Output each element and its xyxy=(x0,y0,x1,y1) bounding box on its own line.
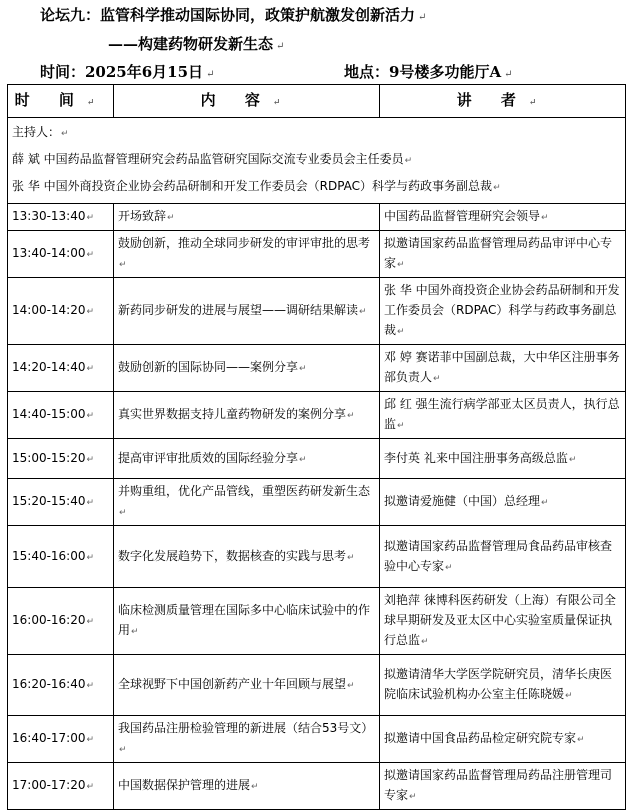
paragraph-mark-icon: ↵ xyxy=(299,454,307,465)
paragraph-mark-icon: ↵ xyxy=(421,637,429,647)
column-header-time: 时 间↵ xyxy=(8,85,114,118)
agenda-speaker: 邱 红 强生流行病学部亚太区员责人，执行总监↵ xyxy=(380,392,626,439)
agenda-row xyxy=(8,716,626,763)
paragraph-mark-icon: ↵ xyxy=(119,745,127,755)
agenda-row xyxy=(8,231,626,278)
host-2: 张 华 中国外商投资企业协会药品研制和开发工作委员会（RDPAC）科学与药政事务副总裁↵ xyxy=(12,179,501,193)
host-row xyxy=(8,118,626,204)
agenda-row xyxy=(8,479,626,526)
agenda-topic: 数字化发展趋势下，数据核查的实践与思考↵ xyxy=(114,526,380,588)
agenda-topic: 新药同步研发的进展与展望——调研结果解读↵ xyxy=(114,278,380,345)
agenda-speaker: 拟邀请中国食品药品检定研究院专家↵ xyxy=(380,716,626,763)
agenda-row xyxy=(8,526,626,588)
agenda-speaker: 中国药品监督管理研究会领导↵ xyxy=(380,204,626,231)
paragraph-mark-icon: ↵ xyxy=(347,411,355,421)
agenda-speaker: 邓 婷 赛诺菲中国副总裁，大中华区注册事务部负责人↵ xyxy=(380,345,626,392)
paragraph-mark-icon: ↵ xyxy=(86,213,95,223)
agenda-topic: 鼓励创新的国际协同——案例分享↵ xyxy=(114,345,380,392)
paragraph-mark-icon: ↵ xyxy=(131,627,139,637)
paragraph-mark-icon: ↵ xyxy=(86,735,95,745)
paragraph-mark-icon: ↵ xyxy=(409,792,417,802)
table-header-row xyxy=(8,85,626,118)
paragraph-mark-icon: ↵ xyxy=(119,260,127,270)
host-1: 薛 斌 中国药品监督管理研究会药品监管研究国际交流专业委员会主任委员↵ xyxy=(12,152,413,166)
paragraph-mark-icon: ↵ xyxy=(568,454,577,465)
paragraph-mark-icon: ↵ xyxy=(347,681,355,691)
paragraph-mark-icon: ↵ xyxy=(206,69,215,80)
agenda-time: 15:20-15:40↵ xyxy=(8,479,114,526)
forum-place: 地点：9号楼多功能厅A ↵ xyxy=(344,63,513,81)
paragraph-mark-icon: ↵ xyxy=(86,411,95,421)
agenda-row xyxy=(8,763,626,810)
paragraph-mark-icon: ↵ xyxy=(86,454,95,465)
paragraph-mark-icon: ↵ xyxy=(397,327,405,337)
agenda-time: 16:00-16:20↵ xyxy=(8,588,114,655)
agenda-topic: 并购重组，优化产品管线，重塑医药研发新生态↵ xyxy=(114,479,380,526)
agenda-topic: 真实世界数据支持儿童药物研发的案例分享↵ xyxy=(114,392,380,439)
paragraph-mark-icon: ↵ xyxy=(504,69,513,80)
agenda-speaker: 拟邀请国家药品监督管理局药品审评中心专家↵ xyxy=(380,231,626,278)
agenda-row xyxy=(8,392,626,439)
agenda-topic: 我国药品注册检验管理的新进展（结合53号文）↵ xyxy=(114,716,380,763)
agenda-speaker: 李付英 礼来中国注册事务高级总监↵ xyxy=(380,439,626,479)
agenda-speaker: 拟邀请爱施健（中国）总经理↵ xyxy=(380,479,626,526)
agenda-row xyxy=(8,204,626,231)
forum-title: 论坛九：监管科学推动国际协同，政策护航激发创新活力 ↵ xyxy=(40,6,427,24)
paragraph-mark-icon: ↵ xyxy=(418,12,427,23)
agenda-time: 15:00-15:20↵ xyxy=(8,439,114,479)
paragraph-mark-icon: ↵ xyxy=(86,617,95,627)
agenda-speaker: 张 华 中国外商投资企业协会药品研制和开发工作委员会（RDPAC）科学与药政事务副总裁↵ xyxy=(380,278,626,345)
agenda-time: 14:40-15:00↵ xyxy=(8,392,114,439)
agenda-row xyxy=(8,439,626,479)
paragraph-mark-icon: ↵ xyxy=(433,374,441,384)
agenda-topic: 提高审评审批质效的国际经验分享↵ xyxy=(114,439,380,479)
paragraph-mark-icon: ↵ xyxy=(445,562,453,573)
paragraph-mark-icon: ↵ xyxy=(565,691,573,701)
agenda-time: 16:20-16:40↵ xyxy=(8,655,114,716)
paragraph-mark-icon: ↵ xyxy=(119,508,127,518)
paragraph-mark-icon: ↵ xyxy=(276,41,285,52)
agenda-topic: 鼓励创新，推动全球同步研发的审评审批的思考↵ xyxy=(114,231,380,278)
paragraph-mark-icon: ↵ xyxy=(359,307,367,317)
paragraph-mark-icon: ↵ xyxy=(86,307,95,317)
agenda-time: 17:00-17:20↵ xyxy=(8,763,114,810)
agenda-speaker: 拟邀请清华大学医学院研究员，清华长庚医院临床试验机构办公室主任陈晓媛↵ xyxy=(380,655,626,716)
agenda-topic: 全球视野下中国创新药产业十年回顾与展望↵ xyxy=(114,655,380,716)
agenda-row xyxy=(8,655,626,716)
agenda-row xyxy=(8,588,626,655)
agenda-topic: 临床检测质量管理在国际多中心临床试验中的作用↵ xyxy=(114,588,380,655)
paragraph-mark-icon: ↵ xyxy=(251,782,259,792)
paragraph-mark-icon: ↵ xyxy=(347,552,355,563)
host-label: 主持人：↵ xyxy=(12,125,69,139)
column-header-speaker: 讲 者↵ xyxy=(380,85,626,118)
paragraph-mark-icon: ↵ xyxy=(86,250,95,260)
agenda-speaker: 刘艳萍 徕博科医药研发（上海）有限公司全球早期研发及亚太区中心实验室质量保证执行总监↵ xyxy=(380,588,626,655)
agenda-speaker: 拟邀请国家药品监督管理局食品药品审核查验中心专家↵ xyxy=(380,526,626,588)
paragraph-mark-icon: ↵ xyxy=(541,213,549,223)
agenda-row xyxy=(8,278,626,345)
paragraph-mark-icon: ↵ xyxy=(86,364,95,374)
paragraph-mark-icon: ↵ xyxy=(541,498,549,508)
column-header-content: 内 容↵ xyxy=(114,85,380,118)
agenda-time: 13:30-13:40↵ xyxy=(8,204,114,231)
paragraph-mark-icon: ↵ xyxy=(86,498,95,508)
forum-subtitle: ——构建药物研发新生态 ↵ xyxy=(108,35,285,53)
agenda-table xyxy=(7,84,626,810)
agenda-topic: 中国数据保护管理的进展↵ xyxy=(114,763,380,810)
agenda-time: 15:40-16:00↵ xyxy=(8,526,114,588)
agenda-topic: 开场致辞↵ xyxy=(114,204,380,231)
agenda-time: 13:40-14:00↵ xyxy=(8,231,114,278)
paragraph-mark-icon: ↵ xyxy=(86,552,95,563)
paragraph-mark-icon: ↵ xyxy=(397,260,405,270)
agenda-time: 14:00-14:20↵ xyxy=(8,278,114,345)
agenda-speaker: 拟邀请国家药品监督管理局药品注册管理司专家↵ xyxy=(380,763,626,810)
host-cell xyxy=(8,118,626,204)
forum-time: 时间：2025年6月15日 ↵ xyxy=(40,63,215,81)
paragraph-mark-icon: ↵ xyxy=(167,213,175,223)
agenda-time: 16:40-17:00↵ xyxy=(8,716,114,763)
agenda-time: 14:20-14:40↵ xyxy=(8,345,114,392)
paragraph-mark-icon: ↵ xyxy=(299,364,307,374)
agenda-row xyxy=(8,345,626,392)
paragraph-mark-icon: ↵ xyxy=(86,782,95,792)
paragraph-mark-icon: ↵ xyxy=(397,421,405,431)
paragraph-mark-icon: ↵ xyxy=(86,681,95,691)
paragraph-mark-icon: ↵ xyxy=(577,735,585,745)
